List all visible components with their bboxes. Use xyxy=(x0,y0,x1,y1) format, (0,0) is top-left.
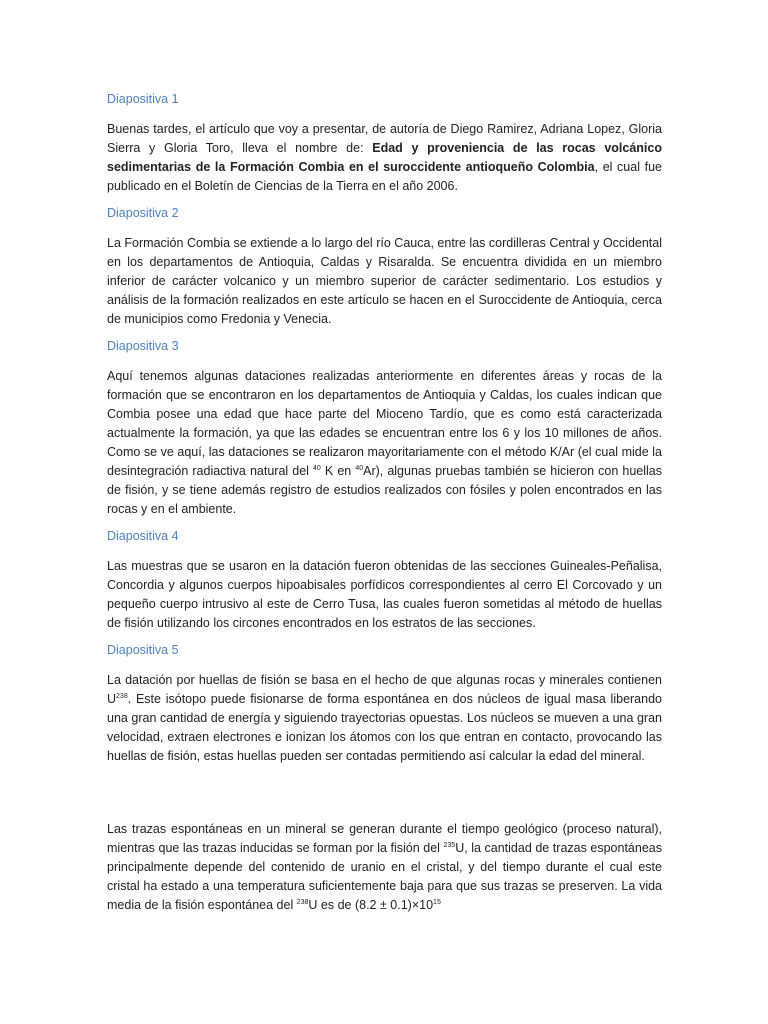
paragraph-text: Aquí tenemos algunas dataciones realizadas anteriormente en diferentes áreas y rocas de la formación que se encontraron en los departamentos de Antioquia y Caldas, los cuales indican que Combia posee una edad que hace parte del Mioceno Tardío, que es como está caracterizada actualmente la formación, ya que las edades se encuentran entre los 6 y los 10 millones de años. Como se ve aquí, las dataciones se realizaron mayoritariamente con el método K/Ar (el cual mide la desintegración radiactiva natural del xyxy=(107,369,662,478)
paragraph-text: La datación por huellas de fisión se basa en el hecho de que algunas rocas y minerales contienen U xyxy=(107,673,662,706)
paragraph-diapositiva-4: Las muestras que se usaron en la datación fueron obtenidas de las secciones Guineales-Peñalisa, Concordia y algunos cuerpos hipoabisales porfídicos correspondientes al cerro El Corcovado y un pequeño cuerpo intrusivo al este de Cerro Tusa, las cuales fueron sometidas al método de huellas de fisión utilizando los circones encontrados en los estratos de las secciones. xyxy=(107,559,662,630)
heading-diapositiva-5: Diapositiva 5 xyxy=(107,643,179,657)
blank-space xyxy=(107,774,662,820)
heading-diapositiva-1: Diapositiva 1 xyxy=(107,92,179,106)
paragraph-final xyxy=(107,820,662,915)
paragraph-text: . Este isótopo puede fisionarse de forma espontánea en dos núcleos de igual masa liberando una gran cantidad de energía y siguiendo trayectorias opuestas. Los núcleos se mueven a una gran velocidad, extraen electrones e ionizan los átomos con los que entran en contacto, provocando las huellas de fisión, estas huellas pueden ser contadas permitiendo así calcular la edad del mineral. xyxy=(107,692,662,763)
paragraph-diapositiva-3 xyxy=(107,367,662,519)
heading-diapositiva-3: Diapositiva 3 xyxy=(107,339,179,353)
superscript: 40 xyxy=(355,465,364,472)
paragraph-text: Ar), algunas pruebas también se hicieron con huellas de fisión, y se tiene además registro de estudios realizados con fósiles y polen encontrados en las rocas y en el ambiente. xyxy=(107,464,662,516)
superscript: 238 xyxy=(296,899,309,906)
paragraph-text: , el cual fue publicado en el Boletín de Ciencias de la Tierra en el año 2006. xyxy=(107,160,662,193)
superscript: 40 xyxy=(313,465,321,472)
article-title: Edad y proveniencia de las rocas volcánico sedimentarias de la Formación Combia en el suroccidente antioqueño Colombia xyxy=(107,141,662,174)
paragraph-text: K en xyxy=(320,464,356,478)
paragraph-text: U es de (8.2 ± 0.1)×10 xyxy=(308,898,434,912)
superscript: 235 xyxy=(443,842,456,849)
paragraph-diapositiva-1 xyxy=(107,120,662,196)
paragraph-text: Buenas tardes, el artículo que voy a presentar, de autoría de Diego Ramirez, Adriana Lopez, Gloria Sierra y Gloria Toro, lleva el nombre de: xyxy=(107,122,662,155)
paragraph-diapositiva-2: La Formación Combia se extiende a lo largo del río Cauca, entre las cordilleras Central y Occidental en los departamentos de Antioquia, Caldas y Risaralda. Se encuentra dividida en un miembro inferior de carácter volcanico y un miembro superior de carácter sedimentario. Los estudios y análisis de la formación realizados en este artículo se hacen en el Suroccidente de Antioquia, cerca de municipios como Fredonia y Venecia. xyxy=(107,236,662,326)
superscript: 238 xyxy=(116,693,128,700)
paragraph-diapositiva-5 xyxy=(107,671,662,766)
superscript: 15 xyxy=(433,899,441,906)
paragraph-text: Las trazas espontáneas en un mineral se generan durante el tiempo geológico (proceso natural), mientras que las trazas inducidas se forman por la fisión del xyxy=(107,822,662,855)
paragraph-text: U, la cantidad de trazas espontáneas principalmente depende del contenido de uranio en el cristal, y del tiempo durante el cual este cristal ha estado a una temperatura suficientemente baja para que sus trazas se preserven. La vida media de la fisión espontánea del xyxy=(107,841,662,912)
heading-diapositiva-4: Diapositiva 4 xyxy=(107,529,179,543)
heading-diapositiva-2: Diapositiva 2 xyxy=(107,206,179,220)
